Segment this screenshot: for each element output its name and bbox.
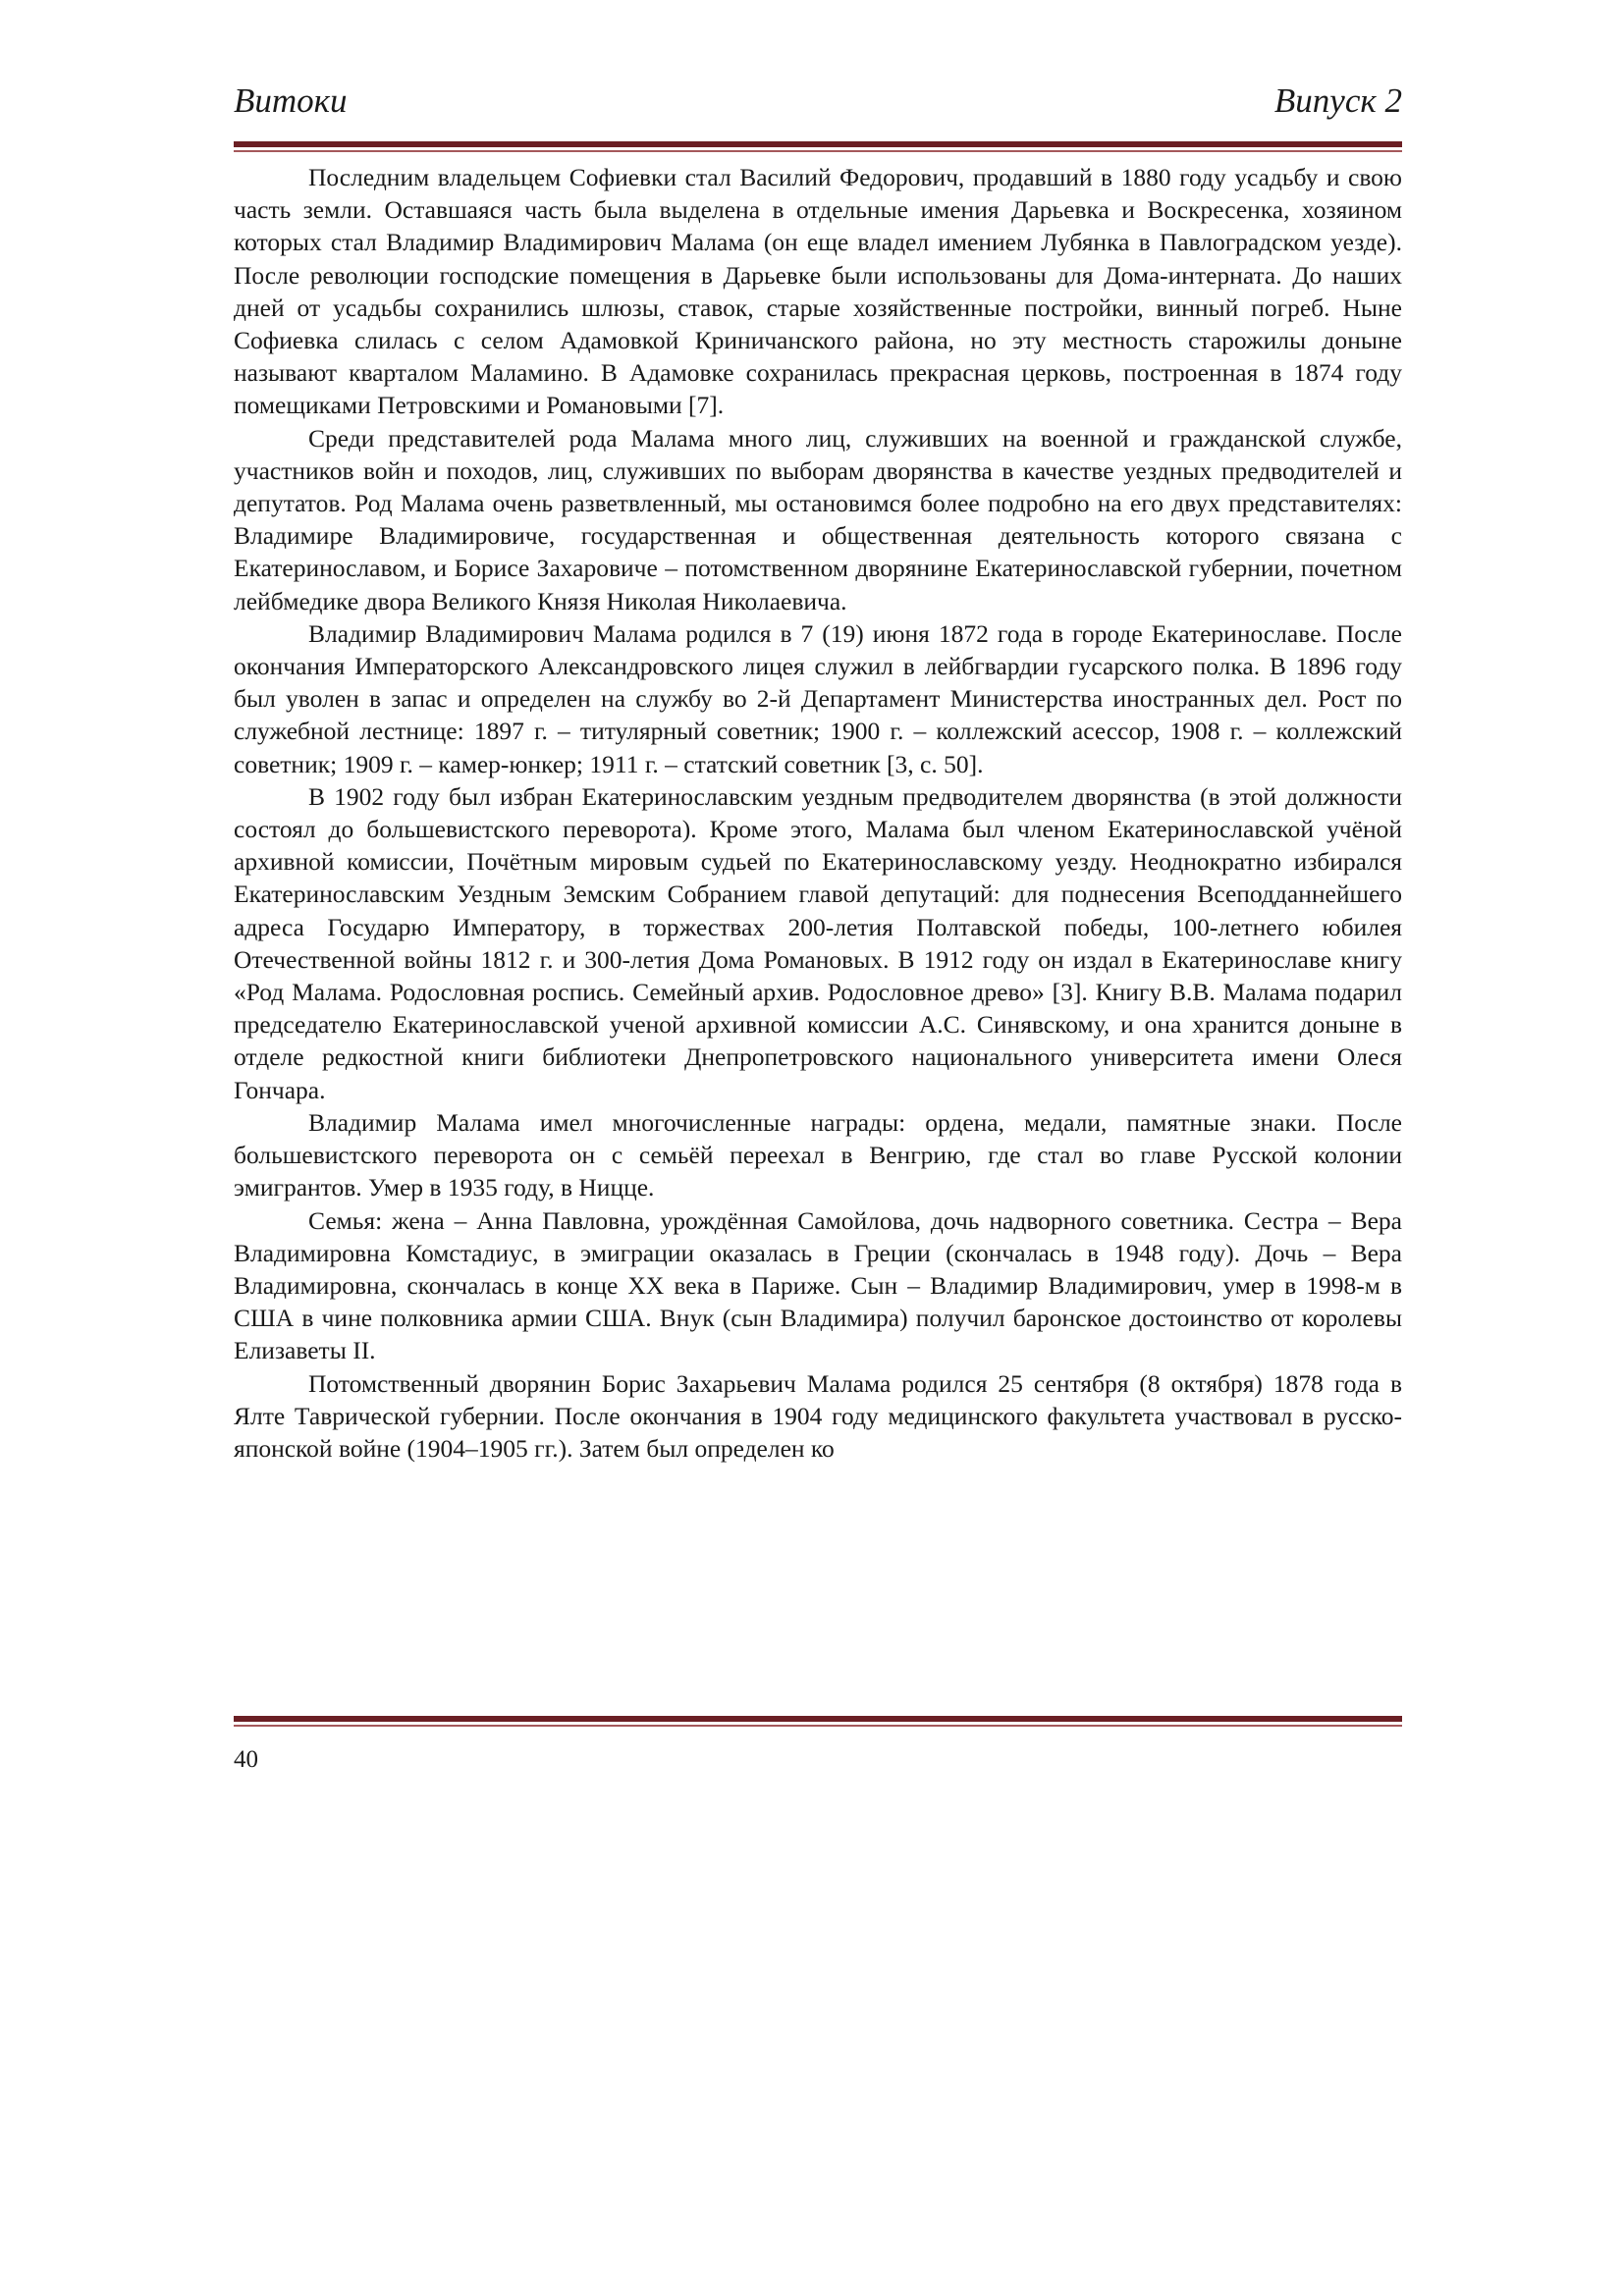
paragraph: Семья: жена – Анна Павловна, урождённая Самойлова, дочь надворного советника. Сестра – Вера Владимировна Комстадиус, в эмиграции оказалась в Греции (скончалась в 1948 году). Дочь – Вера Владимировна, скончалась в конце XX века в Париже. Сын – Владимир Владимирович, умер в 1998-м в США в чине полковника армии США. Внук (сын Владимира) получил баронское достоинство от королевы Елизаветы II.	[234, 1205, 1402, 1365]
paragraph: Среди представителей рода Малама много лиц, служивших на военной и гражданской службе, участников войн и походов, лиц, служивших по выборам дворянства в качестве уездных предводителей и депутатов. Род Малама очень разветвленный, мы остановимся более подробно на его двух представителях: Владимире Владимировиче, государственная и общественная деятельность которого связана с Екатеринославом, и Борисе Захаровиче – потомственном дворянине Екатеринославской губернии, почетном лейбмедике двора Великого Князя Николая Николаевича.	[234, 423, 1402, 615]
issue-label: Випуск 2	[1273, 81, 1402, 120]
paragraph: Владимир Владимирович Малама родился в 7 (19) июня 1872 года в городе Екатеринославе. После окончания Императорского Александровского лицея служил в лейбгвардии гусарского полка. В 1896 году был уволен в запас и определен на службу во 2-й Департамент Министерства иностранных дел. Рост по служебной лестнице: 1897 г. – титулярный советник; 1900 г. – коллежский асессор, 1908 г. – коллежский советник; 1909 г. – камер-юнкер; 1911 г. – статский советник [3, с. 50].	[234, 618, 1402, 778]
page-number: 40	[234, 1746, 258, 1773]
paragraph: В 1902 году был избран Екатеринославским уездным предводителем дворянства (в этой должности состоял до большевистского переворота). Кроме этого, Малама был членом Екатеринославской учёной архивной комиссии, Почётным мировым судьей по Екатеринославскому уезду. Неоднократно избирался Екатеринославским Уездным Земским Собранием главой депутаций: для поднесения Всеподданнейшего адреса Государю Императору, в торжествах 200-летия Полтавской победы, 100-летнего юбилея Отечественной войны 1812 г. и 300-летия Дома Романовых. В 1912 году он издал в Екатеринославе книгу «Род Малама. Родословная роспись. Семейный архив. Родословное древо» [3]. Книгу В.В. Малама подарил председателю Екатеринославской ученой архивной комиссии А.С. Синявскому, и она хранится доныне в отделе редкостной книги библиотеки Днепропетровского национального университета имени Олеся Гончара.	[234, 781, 1402, 1104]
paragraph: Владимир Малама имел многочисленные награды: ордена, медали, памятные знаки. После большевистского переворота он с семьёй переехал в Венгрию, где стал во главе Русской колонии эмигрантов. Умер в 1935 году, в Ницце.	[234, 1107, 1402, 1202]
journal-title: Витоки	[234, 81, 348, 120]
article-body	[234, 161, 1402, 1465]
header-rule-thin	[234, 150, 1402, 152]
footer-rule-thin	[234, 1725, 1402, 1727]
paragraph: Потомственный дворянин Борис Захарьевич Малама родился 25 сентября (8 октября) 1878 года в Ялте Таврической губернии. После окончания в 1904 году медицинского факультета участвовал в русско-японской войне (1904–1905 гг.). Затем был определен ко	[234, 1368, 1402, 1463]
running-header	[234, 77, 1402, 126]
footer-rule	[234, 1716, 1402, 1727]
paragraph: Последним владельцем Софиевки стал Василий Федорович, продавший в 1880 году усадьбу и свою часть земли. Оставшаяся часть была выделена в отдельные имения Дарьевка и Воскресенка, хозяином которых стал Владимир Владимирович Малама (он еще владел имением Лубянка в Павлоградском уезде). После революции господские помещения в Дарьевке были использованы для Дома-интерната. До наших дней от усадьбы сохранились шлюзы, ставок, старые хозяйственные постройки, винный погреб. Ныне Софиевка слилась с селом Адамовкой Криничанского района, но эту местность старожилы доныне называют кварталом Маламино. В Адамовке сохранилась прекрасная церковь, построенная в 1874 году помещиками Петровскими и Романовыми [7].	[234, 163, 1402, 420]
header-rule	[234, 141, 1402, 152]
